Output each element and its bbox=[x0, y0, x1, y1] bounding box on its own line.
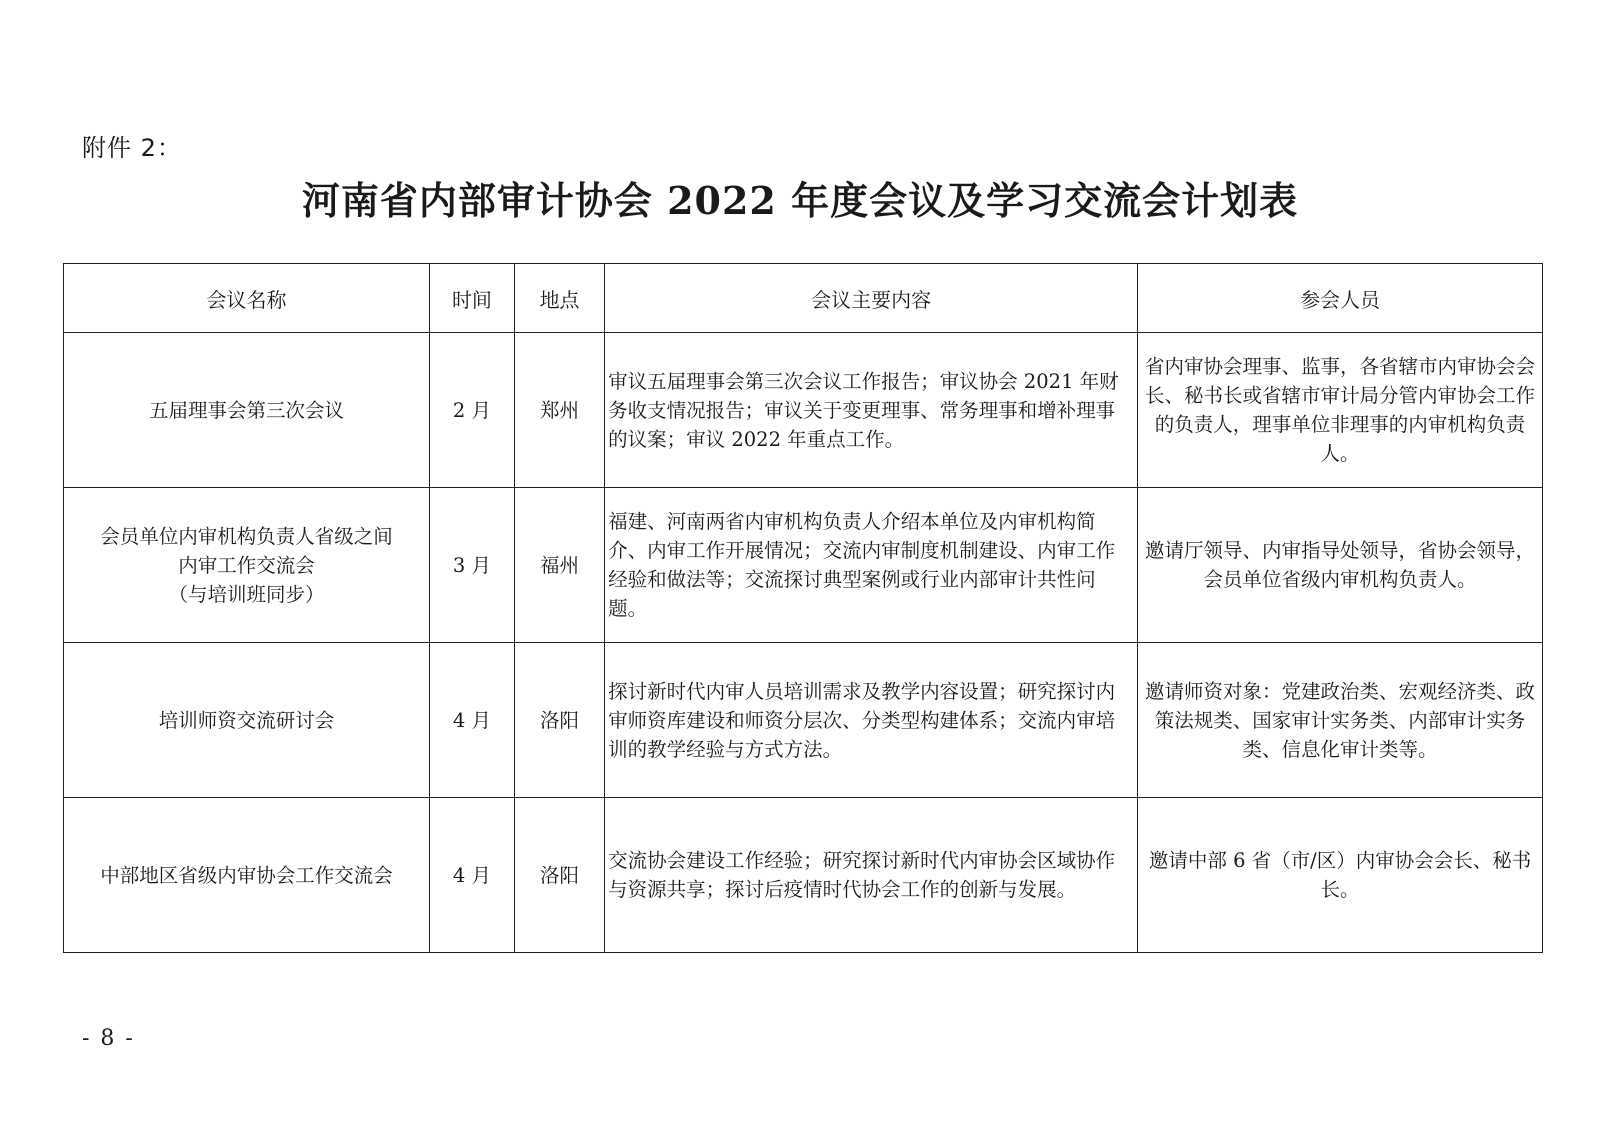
document-title: 河南省内部审计协会 2022 年度会议及学习交流会计划表 bbox=[301, 178, 1299, 223]
meeting-name-line: （与培训班同步） bbox=[168, 582, 325, 606]
header-time: 时间 bbox=[429, 264, 514, 333]
attendees-cell: 邀请厅领导、内审指导处领导，省协会领导，会员单位省级内审机构负责人。 bbox=[1138, 488, 1543, 643]
table-row bbox=[64, 798, 1543, 953]
meeting-name-line: 会员单位内审机构负责人省级之间 bbox=[100, 524, 393, 548]
attendees-cell: 邀请中部 6 省（市/区）内审协会会长、秘书长。 bbox=[1138, 798, 1543, 953]
meeting-name-cell bbox=[64, 643, 430, 798]
place-cell: 洛阳 bbox=[514, 643, 604, 798]
meeting-name-line: 中部地区省级内审协会工作交流会 bbox=[100, 863, 393, 887]
table-row bbox=[64, 488, 1543, 643]
place-cell: 福州 bbox=[514, 488, 604, 643]
content-cell: 审议五届理事会第三次会议工作报告；审议协会 2021 年财务收支情况报告；审议关于变更理事、常务理事和增补理事的议案；审议 2022 年重点工作。 bbox=[605, 333, 1138, 488]
content-cell: 交流协会建设工作经验；研究探讨新时代内审协会区域协作与资源共享；探讨后疫情时代协会工作的创新与发展。 bbox=[605, 798, 1138, 953]
meeting-name-line: 培训师资交流研讨会 bbox=[158, 708, 335, 732]
table-row bbox=[64, 333, 1543, 488]
header-attendees: 参会人员 bbox=[1138, 264, 1543, 333]
attachment-label: 附件 2： bbox=[82, 134, 182, 162]
table-header-row bbox=[64, 264, 1543, 333]
place-cell: 郑州 bbox=[514, 333, 604, 488]
meeting-name-line: 内审工作交流会 bbox=[178, 553, 315, 577]
content-cell: 福建、河南两省内审机构负责人介绍本单位及内审机构简介、内审工作开展情况；交流内审制度机制建设、内审工作经验和做法等；交流探讨典型案例或行业内部审计共性问题。 bbox=[605, 488, 1138, 643]
time-cell: 4 月 bbox=[429, 798, 514, 953]
place-cell: 洛阳 bbox=[514, 798, 604, 953]
content-cell: 探讨新时代内审人员培训需求及教学内容设置；研究探讨内审师资库建设和师资分层次、分类型构建体系；交流内审培训的教学经验与方式方法。 bbox=[605, 643, 1138, 798]
meeting-name-cell bbox=[64, 798, 430, 953]
attendees-cell: 省内审协会理事、监事，各省辖市内审协会会长、秘书长或省辖市审计局分管内审协会工作的负责人，理事单位非理事的内审机构负责人。 bbox=[1138, 333, 1543, 488]
page-number: - 8 - bbox=[82, 1026, 135, 1051]
header-meeting-name: 会议名称 bbox=[64, 264, 430, 333]
header-content: 会议主要内容 bbox=[605, 264, 1138, 333]
meeting-name-cell bbox=[64, 333, 430, 488]
meeting-plan-table bbox=[63, 263, 1543, 953]
table-row bbox=[64, 643, 1543, 798]
time-cell: 4 月 bbox=[429, 643, 514, 798]
attendees-cell: 邀请师资对象：党建政治类、宏观经济类、政策法规类、国家审计实务类、内部审计实务类、信息化审计类等。 bbox=[1138, 643, 1543, 798]
meeting-name-line: 五届理事会第三次会议 bbox=[148, 398, 344, 422]
time-cell: 3 月 bbox=[429, 488, 514, 643]
time-cell: 2 月 bbox=[429, 333, 514, 488]
header-place: 地点 bbox=[514, 264, 604, 333]
meeting-name-cell bbox=[64, 488, 430, 643]
